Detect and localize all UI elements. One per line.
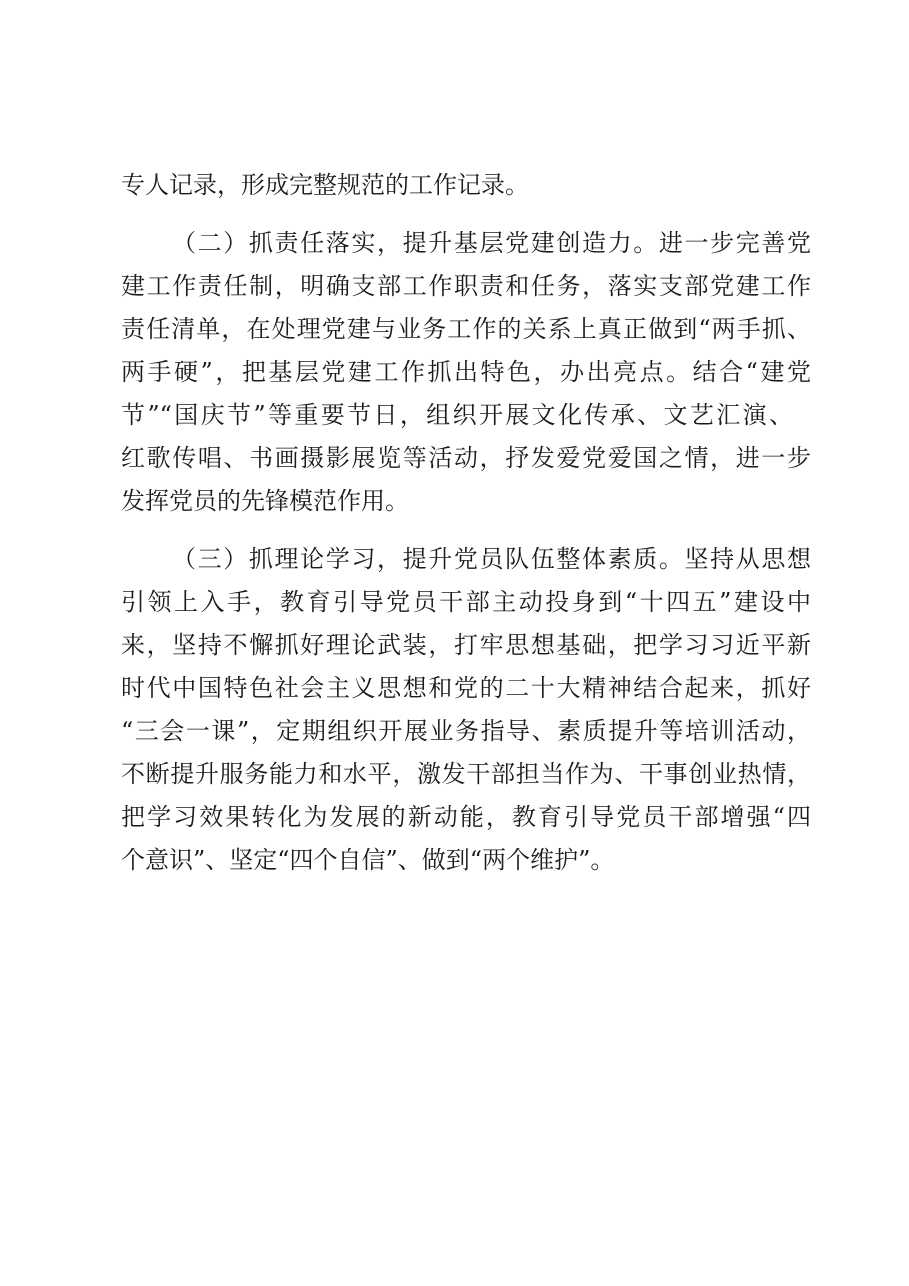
paragraph-line: 把学习效果转化为发展的新动能，教育引导党员干部增强“四: [121, 803, 811, 831]
paragraph-line: 红歌传唱、书画摄影展览等活动，抒发爱党爱国之情，进一步: [121, 444, 811, 472]
paragraph-line: 节”“国庆节”等重要节日，组织开展文化传承、文艺汇演、: [121, 401, 793, 429]
paragraph-line: 个意识”、坚定“四个自信”、做到“两个维护”。: [121, 846, 615, 874]
paragraph-line: 两手硬”，把基层党建工作抓出特色，办出亮点。结合“建党: [121, 358, 811, 386]
paragraph-line: 发挥党员的先锋模范作用。: [121, 487, 409, 515]
paragraph-line: 时代中国特色社会主义思想和党的二十大精神结合起来，抓好: [121, 674, 811, 702]
paragraph-line: “三会一课”，定期组织开展业务指导、素质提升等培训活动，: [121, 717, 811, 745]
paragraph-line: 不断提升服务能力和水平，激发干部担当作为、干事创业热情，: [121, 760, 811, 788]
paragraph-line: 建工作责任制，明确支部工作职责和任务，落实支部党建工作: [121, 272, 811, 300]
paragraph-line: 责任清单，在处理党建与业务工作的关系上真正做到“两手抓、: [121, 315, 811, 343]
paragraph-line: 来，坚持不懈抓好理论武装，打牢思想基础，把学习习近平新: [121, 631, 811, 659]
paragraph-line: 引领上入手，教育引导党员干部主动投身到“十四五”建设中: [121, 588, 811, 616]
paragraph-line: （三）抓理论学习，提升党员队伍整体素质。坚持从思想: [172, 545, 811, 573]
paragraph-line: （二）抓责任落实，提升基层党建创造力。进一步完善党: [172, 229, 811, 257]
paragraph-line: 专人记录，形成完整规范的工作记录。: [121, 171, 529, 199]
